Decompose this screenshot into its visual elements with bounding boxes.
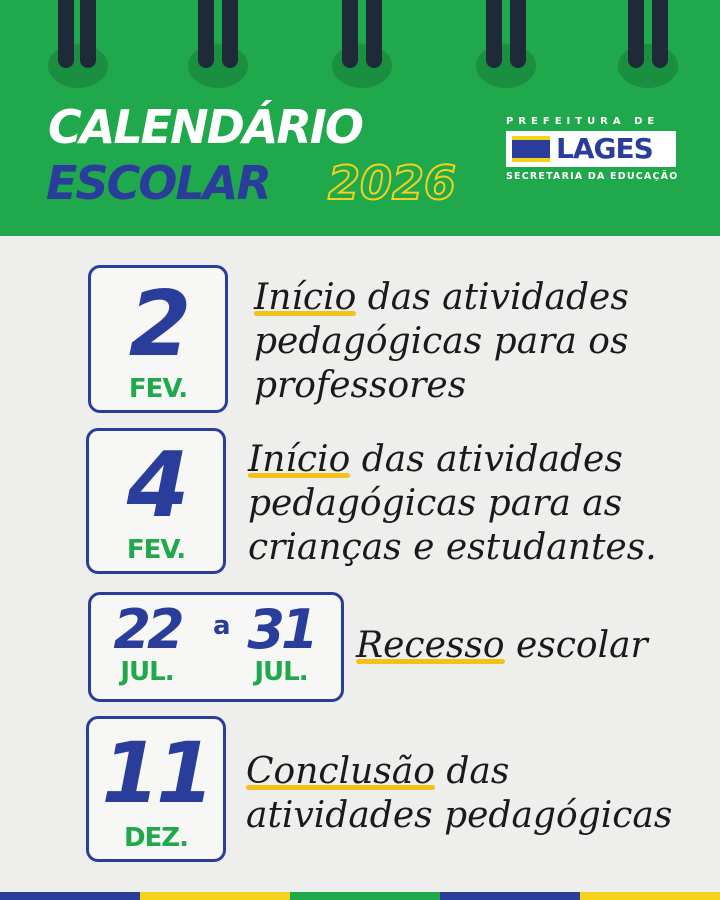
binder-ring-icon bbox=[342, 0, 358, 68]
highlight-word: Conclusão bbox=[246, 751, 435, 792]
title-calendario: CALENDÁRIO bbox=[48, 100, 363, 154]
logo-bottom-text: SECRETARIA DA EDUCAÇÃO bbox=[506, 171, 679, 182]
range-start-day: 22 bbox=[113, 598, 181, 661]
date-day: 4 bbox=[126, 433, 186, 538]
date-month: DEZ. bbox=[123, 823, 189, 853]
binder-ring-icon bbox=[486, 0, 502, 68]
date-day: 11 bbox=[101, 724, 211, 822]
logo-name: LAGES bbox=[556, 132, 653, 165]
date-month: FEV. bbox=[128, 374, 188, 404]
event-description-3: Recesso escolar bbox=[356, 625, 648, 666]
title-escolar: ESCOLAR bbox=[46, 156, 270, 210]
ring-shadow bbox=[618, 44, 678, 88]
highlight-word: Início bbox=[248, 439, 351, 480]
date-card-2 bbox=[86, 428, 226, 574]
binder-ring-icon bbox=[628, 0, 644, 68]
ring-shadow bbox=[332, 44, 392, 88]
binder-ring-icon bbox=[652, 0, 668, 68]
event-description-2: Início das atividades pedagógicas para as crianças e estudantes. bbox=[248, 439, 657, 568]
range-separator: a bbox=[213, 611, 231, 641]
logo-top-text: PREFEITURA DE bbox=[506, 116, 660, 127]
event-description-1: Início das atividades pedagógicas para os professores bbox=[254, 277, 629, 406]
logo-box bbox=[506, 131, 676, 167]
range-end bbox=[231, 598, 331, 687]
binder-ring-icon bbox=[198, 0, 214, 68]
range-start bbox=[97, 598, 197, 687]
date-card-4 bbox=[86, 716, 226, 862]
title-year: 2026 bbox=[328, 156, 457, 210]
binder-ring-icon bbox=[510, 0, 526, 68]
binder-ring-icon bbox=[80, 0, 96, 68]
date-range-card bbox=[88, 592, 344, 702]
flag-icon bbox=[512, 136, 550, 162]
binder-ring-icon bbox=[58, 0, 74, 68]
header-banner bbox=[0, 0, 720, 236]
binder-ring-icon bbox=[222, 0, 238, 68]
date-card-1 bbox=[88, 265, 228, 413]
binder-ring-icon bbox=[366, 0, 382, 68]
range-end-day: 31 bbox=[247, 598, 315, 661]
highlight-word: Recesso bbox=[356, 625, 505, 666]
event-description-4: Conclusão das atividades pedagógicas bbox=[246, 751, 673, 836]
range-end-month: JUL. bbox=[254, 657, 308, 687]
highlight-word: Início bbox=[254, 277, 357, 318]
bottom-color-bar bbox=[0, 892, 720, 900]
date-month: FEV. bbox=[126, 535, 186, 565]
ring-shadow bbox=[188, 44, 248, 88]
ring-shadow bbox=[476, 44, 536, 88]
prefeitura-logo bbox=[506, 116, 679, 182]
range-start-month: JUL. bbox=[120, 657, 174, 687]
ring-shadow bbox=[48, 44, 108, 88]
date-day: 2 bbox=[128, 272, 188, 377]
